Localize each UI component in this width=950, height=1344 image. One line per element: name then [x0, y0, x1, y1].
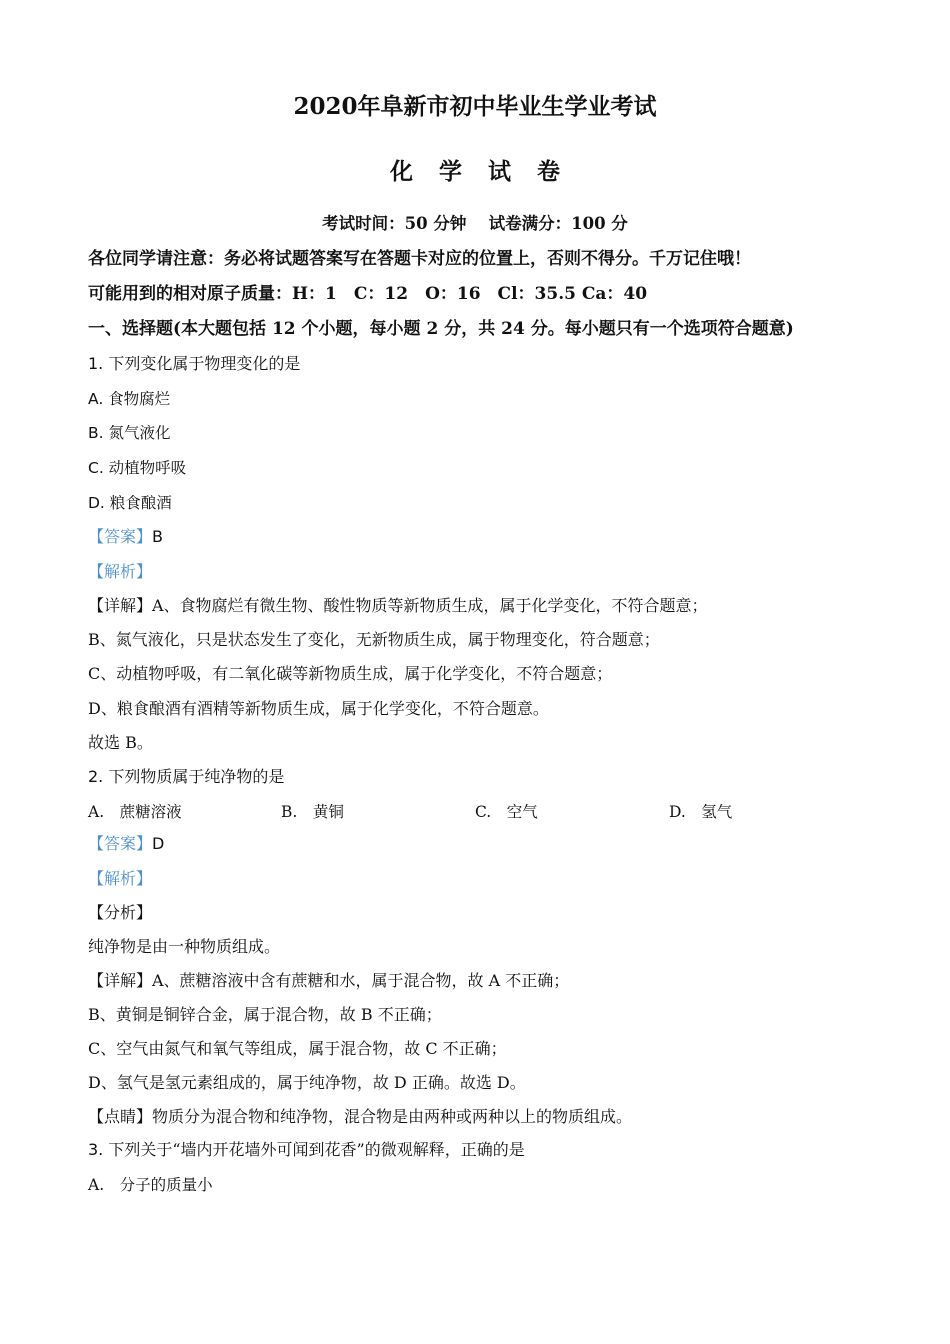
q2-detail-line: B、黄铜是铜锌合金，属于混合物，故 B 不正确；: [88, 1005, 442, 1024]
q1-option-b: B. 氮气液化: [88, 424, 171, 442]
q2-analysis-tag: 【解析】: [88, 869, 153, 888]
q1-conclusion: 故选 B。: [88, 733, 153, 752]
answer-tag: 【答案】: [88, 527, 153, 546]
q2-answer: [88, 833, 164, 855]
q1-analysis-tag: 【解析】: [88, 562, 153, 581]
q1-option-a: A. 食物腐烂: [88, 390, 171, 408]
q2-detail-line: C、空气由氮气和氧气等组成，属于混合物，故 C 不正确；: [88, 1039, 507, 1058]
q2-analysis-text: 纯净物是由一种物质组成。: [88, 937, 281, 956]
question-number: 1.: [88, 354, 104, 373]
question-3: [88, 1139, 525, 1161]
q1-detail-line: D、粮食酿酒有酒精等新物质生成，属于化学变化，不符合题意。: [88, 699, 549, 718]
q1-option-c: C. 动植物呼吸: [88, 459, 187, 477]
atomic-masses: 可能用到的相对原子质量：H：1 C：12 O：16 Cl：35.5 Ca：40: [88, 284, 648, 304]
q1-option-d: D. 粮食酿酒: [88, 494, 172, 512]
question-stem: 下列变化属于物理变化的是: [108, 354, 301, 373]
section-title: 一、选择题(本大题包括 12 个小题，每小题 2 分，共 24 分。每小题只有一个选项符合题意): [88, 319, 794, 339]
q2-options-row: [88, 800, 848, 822]
q1-detail-line: B、氮气液化，只是状态发生了变化，无新物质生成，属于物理变化，符合题意；: [88, 630, 660, 649]
answer-value: B: [152, 527, 163, 546]
q2-option-a: A. 蔗糖溶液: [88, 803, 182, 821]
q2-detail-line: D、氢气是氢元素组成的，属于纯净物，故 D 正确。故选 D。: [88, 1073, 526, 1092]
q2-detail-line: 【详解】A、蔗糖溶液中含有蔗糖和水，属于混合物，故 A 不正确；: [88, 971, 570, 990]
answer-tag: 【答案】: [88, 834, 153, 853]
answer-value: D: [152, 834, 165, 853]
question-number: 3.: [88, 1140, 104, 1159]
question-2: [88, 766, 284, 788]
question-number: 2.: [88, 767, 104, 786]
exam-time-info: 考试时间：50 分钟 试卷满分：100 分: [322, 214, 628, 233]
q2-option-c: C. 空气: [475, 803, 538, 821]
q2-option-d: D. 氢气: [669, 803, 733, 821]
q2-key-point: 【点睛】物质分为混合物和纯净物，混合物是由两种或两种以上的物质组成。: [88, 1107, 633, 1126]
question-stem: 下列物质属于纯净物的是: [108, 767, 285, 786]
q3-option-a: A. 分子的质量小: [88, 1176, 213, 1194]
exam-title: 2020年阜新市初中毕业生学业考试: [293, 93, 657, 120]
q2-analysis-head: 【分析】: [88, 903, 153, 922]
question-stem: 下列关于“墙内开花墙外可闻到花香”的微观解释，正确的是: [108, 1140, 525, 1159]
q2-option-b: B. 黄铜: [281, 803, 344, 821]
subject-title: 化学试卷: [390, 158, 586, 185]
q1-detail-line: 【详解】A、食物腐烂有微生物、酸性物质等新物质生成，属于化学变化，不符合题意；: [88, 596, 708, 615]
q1-answer: [88, 526, 163, 548]
q1-detail-line: C、动植物呼吸，有二氧化碳等新物质生成，属于化学变化，不符合题意；: [88, 664, 613, 683]
question-1: [88, 353, 300, 375]
notice: 各位同学请注意：务必将试题答案写在答题卡对应的位置上，否则不得分。千万记住哦！: [88, 249, 751, 269]
